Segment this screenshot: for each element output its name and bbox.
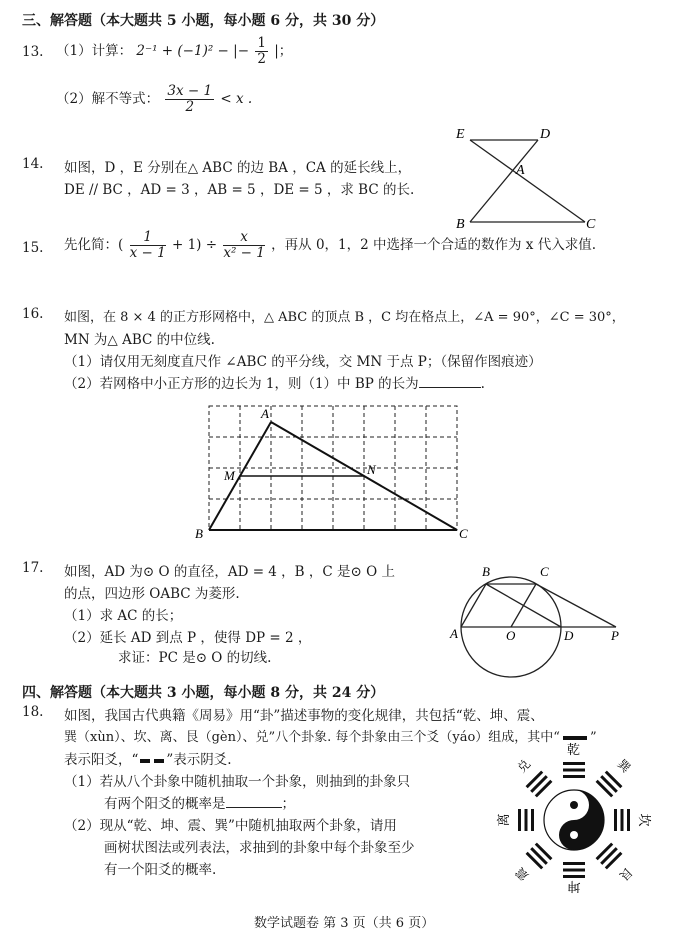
q14-line2: DE // BC ，AD = 3 ，AB = 5 ，DE = 5 ，求 BC 的长. [64,182,415,198]
q14-line1: 如图，D ，E 分别在△ ABC 的边 BA ，CA 的延长线上， [64,160,412,176]
q13-part2-label: （2）解不等式： [56,91,160,107]
q15-fraction-2-denominator: x² − 1 [223,245,265,261]
q16-part2-text: （2）若网格中小正方形的边长为 1，则（1）中 BP 的长为 [64,376,419,392]
q18-part1c: ； [281,796,295,812]
section-3-title: 三、解答题（本大题共 5 小题，每小题 6 分，共 30 分） [22,13,385,29]
bagua-figure [494,738,654,898]
q15-fraction-1-numerator: 1 [130,230,166,246]
q13-part2-fraction [165,84,214,115]
q18-part1b [104,792,295,812]
q13-part1-expr: 2⁻¹ + (−1)² − |− [136,43,250,59]
q18-line2-end: ” [589,730,597,745]
q17-part3: 求证：PC 是⊙ O 的切线. [118,650,272,666]
q17-part2: （2）延长 AD 到点 P ，使得 DP = 2 ， [64,630,312,646]
q18-line2-text: 巽（xùn）、坎、离、艮（gèn）、兑”八个卦象. 每个卦象由三个爻（yáo）组成，其中“ [64,730,560,745]
q15-fraction-2-numerator: x [223,230,265,246]
q15-prefix: 先化简：( [64,237,124,253]
q18-line3 [64,748,232,768]
q17-line2: 的点，四边形 OABC 为菱形. [64,586,240,602]
q18-part2c: 有一个阳爻的概率. [104,862,217,878]
trigram-qian-label: 乾 [567,742,581,757]
trigram-li-label: 离 [496,813,511,827]
q13-number: 13. [22,44,44,60]
q17-label-o: O [506,628,516,643]
q14-figure [450,122,615,232]
page-footer: 数学试题卷 第 3 页（共 6 页） [254,916,435,931]
q15-tail: ，再从 0，1，2 中选择一个合适的数作为 x 代入求值. [271,237,596,253]
q15-middle: + 1) ÷ [171,237,218,253]
q16-part1: （1）请仅用无刻度直尺作 ∠ABC 的平分线，交 MN 于点 P；（保留作图痕迹） [64,354,542,370]
q16-line1: 如图，在 8 × 4 的正方形网格中，△ ABC 的顶点 B ，C 均在格点上，∠A = 90°，∠C = 30°， [64,310,625,325]
trigram-zhen-label: 震 [512,864,532,884]
q17-circle-figure [448,560,633,680]
q17-label-d: D [564,628,574,643]
q16-label-n: N [367,462,376,477]
q18-part1a: （1）若从八个卦象中随机抽取一个卦象，则抽到的卦象只 [64,774,411,790]
q13-part2-denominator: 2 [185,99,195,115]
q14-label-d: D [540,127,551,142]
q13-part1-tail: |； [274,43,293,59]
q15-number: 15. [22,240,44,256]
q17-label-c: C [540,564,549,579]
q16-grid-figure [195,402,475,542]
q16-grid [209,406,457,530]
q16-label-b: B [195,526,203,541]
trigram-kan-label: 坎 [637,813,652,827]
q17-part1: （1）求 AC 的长； [64,608,183,624]
q15-fraction-1-denominator: x − 1 [129,245,166,261]
q16-part2-end: . [480,376,485,392]
q16-line2: MN 为△ ABC 的中位线. [64,332,215,348]
q14-label-a: A [516,163,525,178]
yin-yao-right [154,759,164,763]
q13-part2-tail: < x . [220,91,253,107]
q13-part1 [56,36,292,67]
q16-label-a: A [261,406,269,421]
q14-label-e: E [456,127,465,142]
q17-label-a: A [450,626,458,641]
q13-part1-label: （1）计算： [56,43,133,59]
q15-body [64,230,596,261]
q14-label-b: B [456,217,465,232]
q18-line3-b: ”表示阴爻. [166,752,232,768]
q13-part2 [56,84,252,115]
q18-answer-blank[interactable] [226,795,282,808]
q17-number: 17. [22,560,44,576]
trigram-gen-label: 艮 [616,864,636,884]
yin-yao-left [140,759,150,763]
q16-part2 [64,372,485,392]
q17-label-p: P [611,628,619,643]
q13-part1-numerator: 1 [257,35,266,51]
q13-part1-denominator: 2 [257,51,266,67]
q13-part2-numerator: 3x − 1 [167,83,213,99]
q13-part1-fraction [255,36,268,67]
q14-number: 14. [22,156,44,172]
q14-label-c: C [586,217,596,232]
q16-answer-blank[interactable] [419,375,481,388]
q18-part1b-text: 有两个阳爻的概率是 [104,796,226,812]
q17-line1: 如图，AD 为⊙ O 的直径，AD = 4 ，B ，C 是⊙ O 上 [64,564,395,580]
q18-number: 18. [22,704,44,720]
trigram-xun-label: 巽 [614,756,634,776]
trigram-dui-label: 兑 [514,756,534,776]
q16-number: 16. [22,306,44,322]
q16-label-m: M [224,468,235,483]
q18-part2a: （2）现从“乾、坤、震、巽”中随机抽取两个卦象，请用 [64,818,397,834]
q15-fraction-1 [130,230,166,261]
q17-label-b: B [482,564,490,579]
q18-line3-a: 表示阳爻，“ [64,752,139,768]
q18-part2b: 画树状图法或列表法，求抽到的卦象中每个卦象至少 [104,840,415,856]
q16-label-c: C [459,526,468,541]
trigram-kun-label: 坤 [567,879,581,894]
q15-fraction-2 [223,230,265,261]
yin-yang-icon [544,790,604,850]
section-4-title: 四、解答题（本大题共 3 小题，每小题 8 分，共 24 分） [22,685,385,701]
q18-line1: 如图，我国古代典籍《周易》用“卦”描述事物的变化规律，共包括“乾、坤、震、 [64,708,544,724]
